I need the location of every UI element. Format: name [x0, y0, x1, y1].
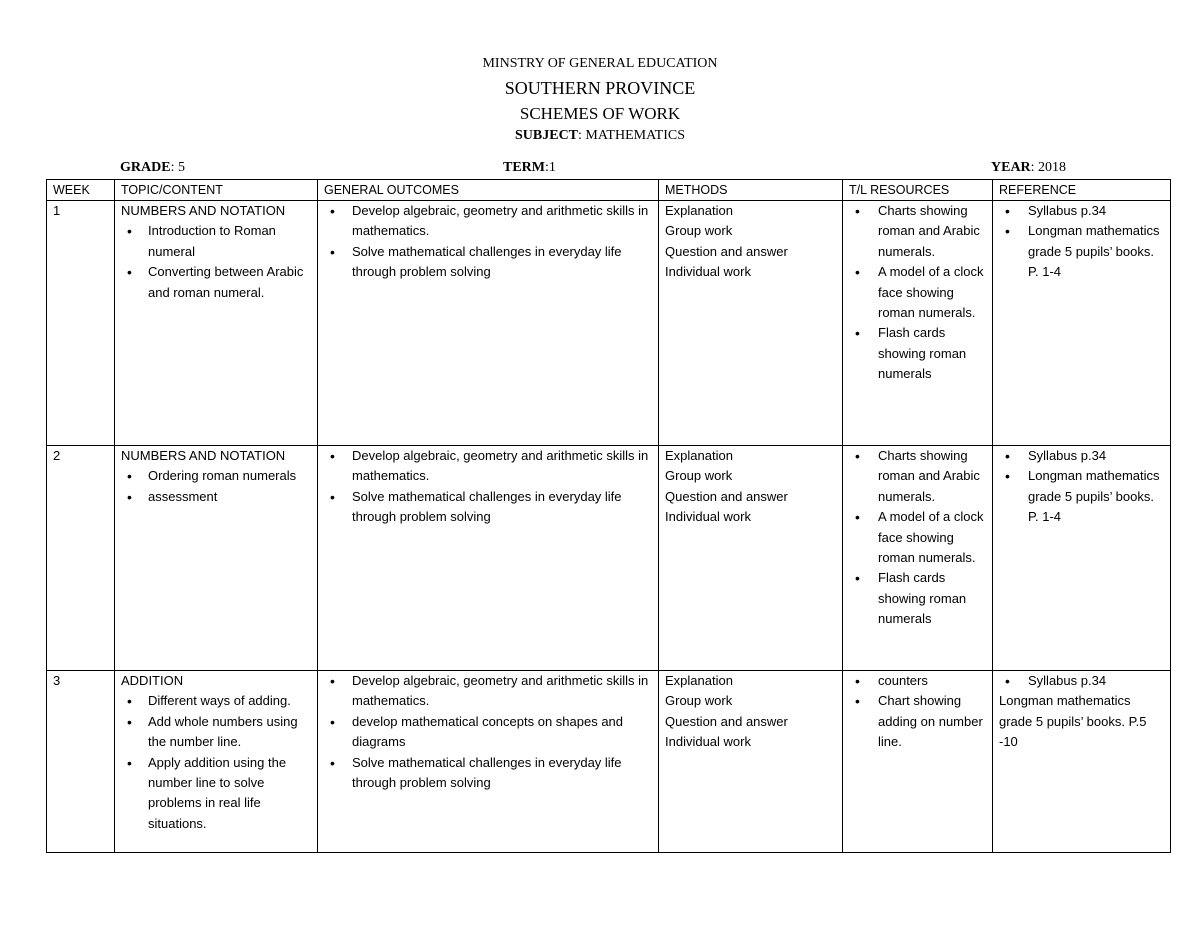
- table-header-row: [47, 180, 1171, 201]
- grade-label: GRADE: [120, 160, 171, 175]
- method-item: Group work: [665, 223, 733, 239]
- resources-list: [849, 446, 989, 630]
- outcomes-list: [324, 201, 655, 283]
- list-item: • Syllabus p.34: [999, 671, 1167, 691]
- reference-cell: [993, 671, 1171, 853]
- reference-list: [999, 671, 1167, 691]
- method-item: Question and answer: [665, 488, 788, 504]
- resources-cell: [843, 446, 993, 671]
- outcomes-cell: [318, 201, 659, 446]
- list-item: • Longman mathematics grade 5 pupils’ books. P. 1-4: [999, 466, 1167, 527]
- topic-title: ADDITION: [121, 673, 184, 688]
- method-item: Question and answer: [665, 243, 788, 259]
- outcomes-cell: [318, 671, 659, 853]
- table-row: [47, 671, 1171, 853]
- column-header-methods: METHODS: [659, 180, 843, 201]
- method-item: Individual work: [665, 509, 751, 525]
- subject-value: : MATHEMATICS: [578, 128, 685, 143]
- reference-list: [999, 201, 1167, 283]
- reference-note: Longman mathematics grade 5 pupils’ books. P.5 -10: [999, 693, 1147, 750]
- list-item: • Converting between Arabic and roman numeral.: [121, 262, 314, 303]
- list-item: • develop mathematical concepts on shapes and diagrams: [324, 712, 655, 753]
- methods-cell: [659, 671, 843, 853]
- resources-list: [849, 671, 989, 753]
- list-item: • Syllabus p.34: [999, 201, 1167, 221]
- column-header-topic: TOPIC/CONTENT: [115, 180, 318, 201]
- topic-title: NUMBERS AND NOTATION: [121, 203, 286, 218]
- list-item: • Ordering roman numerals: [121, 466, 314, 486]
- topic-title: NUMBERS AND NOTATION: [121, 448, 286, 463]
- week-cell: 3: [47, 671, 115, 853]
- week-cell: 1: [47, 201, 115, 446]
- list-item: • Chart showing adding on number line.: [849, 691, 989, 752]
- list-item: • Flash cards showing roman numerals: [849, 323, 989, 384]
- year-label: YEAR: [991, 160, 1031, 175]
- list-item: • Apply addition using the number line to solve problems in real life situations.: [121, 753, 314, 835]
- column-header-reference: REFERENCE: [993, 180, 1171, 201]
- outcomes-list: [324, 671, 655, 793]
- list-item: • assessment: [121, 487, 314, 507]
- year-field: [991, 160, 1066, 176]
- method-item: Group work: [665, 468, 733, 484]
- list-item: • Solve mathematical challenges in everyday life through problem solving: [324, 753, 655, 794]
- list-item: • Develop algebraic, geometry and arithmetic skills in mathematics.: [324, 671, 655, 712]
- list-item: • counters: [849, 671, 989, 691]
- topic-list: [121, 221, 314, 303]
- grade-field: [120, 160, 185, 176]
- method-item: Individual work: [665, 734, 751, 750]
- grade-value: : 5: [170, 160, 185, 175]
- topic-cell: [115, 201, 318, 446]
- reference-list: [999, 446, 1167, 528]
- reference-cell: [993, 446, 1171, 671]
- method-item: Group work: [665, 693, 733, 709]
- method-item: Individual work: [665, 264, 751, 280]
- list-item: • Different ways of adding.: [121, 691, 314, 711]
- outcomes-list: [324, 446, 655, 528]
- subject-line: [0, 128, 1200, 144]
- list-item: • A model of a clock face showing roman numerals.: [849, 507, 989, 568]
- topic-list: [121, 691, 314, 834]
- subject-label: SUBJECT: [515, 128, 579, 143]
- list-item: • A model of a clock face showing roman numerals.: [849, 262, 989, 323]
- table-row: [47, 201, 1171, 446]
- resources-cell: [843, 201, 993, 446]
- list-item: • Solve mathematical challenges in everyday life through problem solving: [324, 487, 655, 528]
- scheme-of-work-table: [46, 179, 1171, 853]
- province-heading: SOUTHERN PROVINCE: [504, 78, 696, 98]
- method-item: Explanation: [665, 673, 733, 688]
- topic-cell: [115, 671, 318, 853]
- term-field: [503, 160, 556, 176]
- topic-list: [121, 466, 314, 507]
- list-item: • Develop algebraic, geometry and arithmetic skills in mathematics.: [324, 201, 655, 242]
- list-item: • Flash cards showing roman numerals: [849, 568, 989, 629]
- term-label: TERM: [503, 160, 545, 175]
- column-header-resources: T/L RESOURCES: [843, 180, 993, 201]
- document-title: SCHEMES OF WORK: [519, 104, 681, 123]
- list-item: • Longman mathematics grade 5 pupils’ books. P. 1-4: [999, 221, 1167, 282]
- list-item: • Syllabus p.34: [999, 446, 1167, 466]
- resources-list: [849, 201, 989, 385]
- method-item: Question and answer: [665, 713, 788, 729]
- resources-cell: [843, 671, 993, 853]
- reference-cell: [993, 201, 1171, 446]
- list-item: • Charts showing roman and Arabic numerals.: [849, 201, 989, 262]
- list-item: • Introduction to Roman numeral: [121, 221, 314, 262]
- table-row: [47, 446, 1171, 671]
- list-item: • Solve mathematical challenges in everyday life through problem solving: [324, 242, 655, 283]
- list-item: • Develop algebraic, geometry and arithmetic skills in mathematics.: [324, 446, 655, 487]
- topic-cell: [115, 446, 318, 671]
- column-header-outcomes: GENERAL OUTCOMES: [318, 180, 659, 201]
- column-header-week: WEEK: [47, 180, 115, 201]
- ministry-heading: MINSTRY OF GENERAL EDUCATION: [482, 56, 718, 71]
- list-item: • Charts showing roman and Arabic numerals.: [849, 446, 989, 507]
- outcomes-cell: [318, 446, 659, 671]
- term-value: :1: [545, 160, 556, 175]
- week-cell: 2: [47, 446, 115, 671]
- year-value: : 2018: [1030, 160, 1067, 175]
- methods-cell: [659, 201, 843, 446]
- method-item: Explanation: [665, 203, 733, 218]
- methods-cell: [659, 446, 843, 671]
- method-item: Explanation: [665, 448, 733, 463]
- list-item: • Add whole numbers using the number line.: [121, 712, 314, 753]
